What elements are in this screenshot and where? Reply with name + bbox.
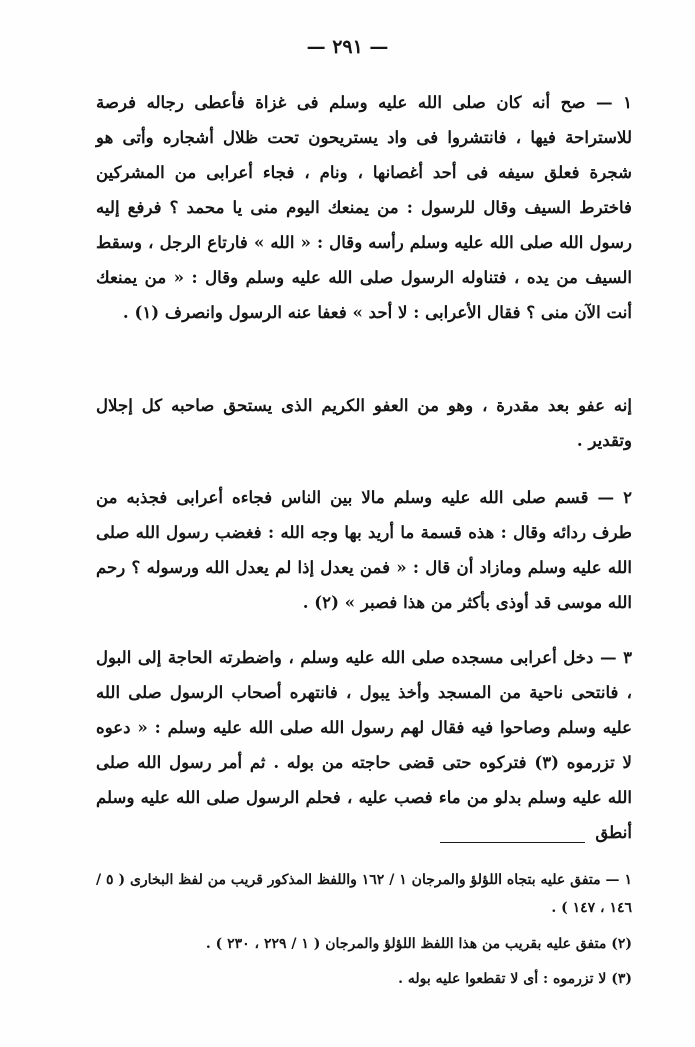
footnote-1: ١ — متفق عليه بتجاه اللؤلؤ والمرجان ١ / ١٦٢ واللفظ المذكور قريب من لفظ البخارى ( ٥ / ١٤٦ ، ١٤٧ ) . bbox=[96, 872, 632, 916]
page-number: — ٢٩١ — bbox=[306, 36, 389, 58]
footnote-3: (٣) لا تزرموه : أى لا تقطعوا عليه بوله . bbox=[398, 971, 632, 987]
paragraph-4-mosque-story: ٣ — دخل أعرابى مسجده صلى الله عليه وسلم ، واضطرته الحاجة إلى البول ، فانتحى ناحية من المسجد وأخذ يبول ، فانتهره أصحاب الرسول صلى الله عليه وسلم وصاحوا فيه فقال لهم رسول الله صلى الله عليه وسلم : « دعوه لا تزرموه (٣) فتركوه حتى قضى حاجته من بوله . ثم أمر رسول الله صلى الله عليه وسلم بدلو من ماء فصب عليه ، فحلم الرسول صلى الله عليه وسلم أنطق bbox=[96, 647, 632, 842]
footnote-divider bbox=[440, 842, 585, 843]
paragraph-2-commentary: إنه عفو بعد مقدرة ، وهو من العفو الكريم الذى يستحق صاحبه كل إجلال وتقدير . bbox=[96, 395, 632, 450]
paragraph-3-distribution-story: ٢ — قسم صلى الله عليه وسلم مالا بين الناس فجاءه أعرابى فجذبه من طرف ردائه وقال : هذه قسمة ما أريد بها وجه الله : فغضب رسول الله صلى الله عليه وسلم ومازاد أن قال : « فمن يعدل إذا لم يعدل الله ورسوله ؟ رحم الله موسى قد أوذى بأكثر من هذا فصبر » (٢) . bbox=[96, 487, 632, 612]
paragraph-1-sword-story: ١ — صح أنه كان صلى الله عليه وسلم فى غزاة فأعطى رجاله فرصة للاستراحة فيها ، فانتشروا فى واد يستريحون تحت ظلال أشجاره وأتى هو شجرة فعلق سيفه فى أحد أغصانها ، ونام ، فجاء أعرابى من المشركين فاخترط السيف وقال للرسول : من يمنعك اليوم منى يا محمد ؟ فرفع إليه رسول الله صلى الله عليه وسلم رأسه وقال : « الله » فارتاع الرجل ، وسقط السيف من يده ، فتناوله الرسول صلى الله عليه وسلم وقال : « من يمنعك أنت الآن منى ؟ فقال الأعرابى : لا أحد » فعفا عنه الرسول وانصرف (١) . bbox=[96, 92, 632, 322]
footnote-2: (٢) متفق عليه بقريب من هذا اللفظ اللؤلؤ والمرجان ( ١ / ٢٢٩ ، ٢٣٠ ) . bbox=[205, 936, 632, 952]
